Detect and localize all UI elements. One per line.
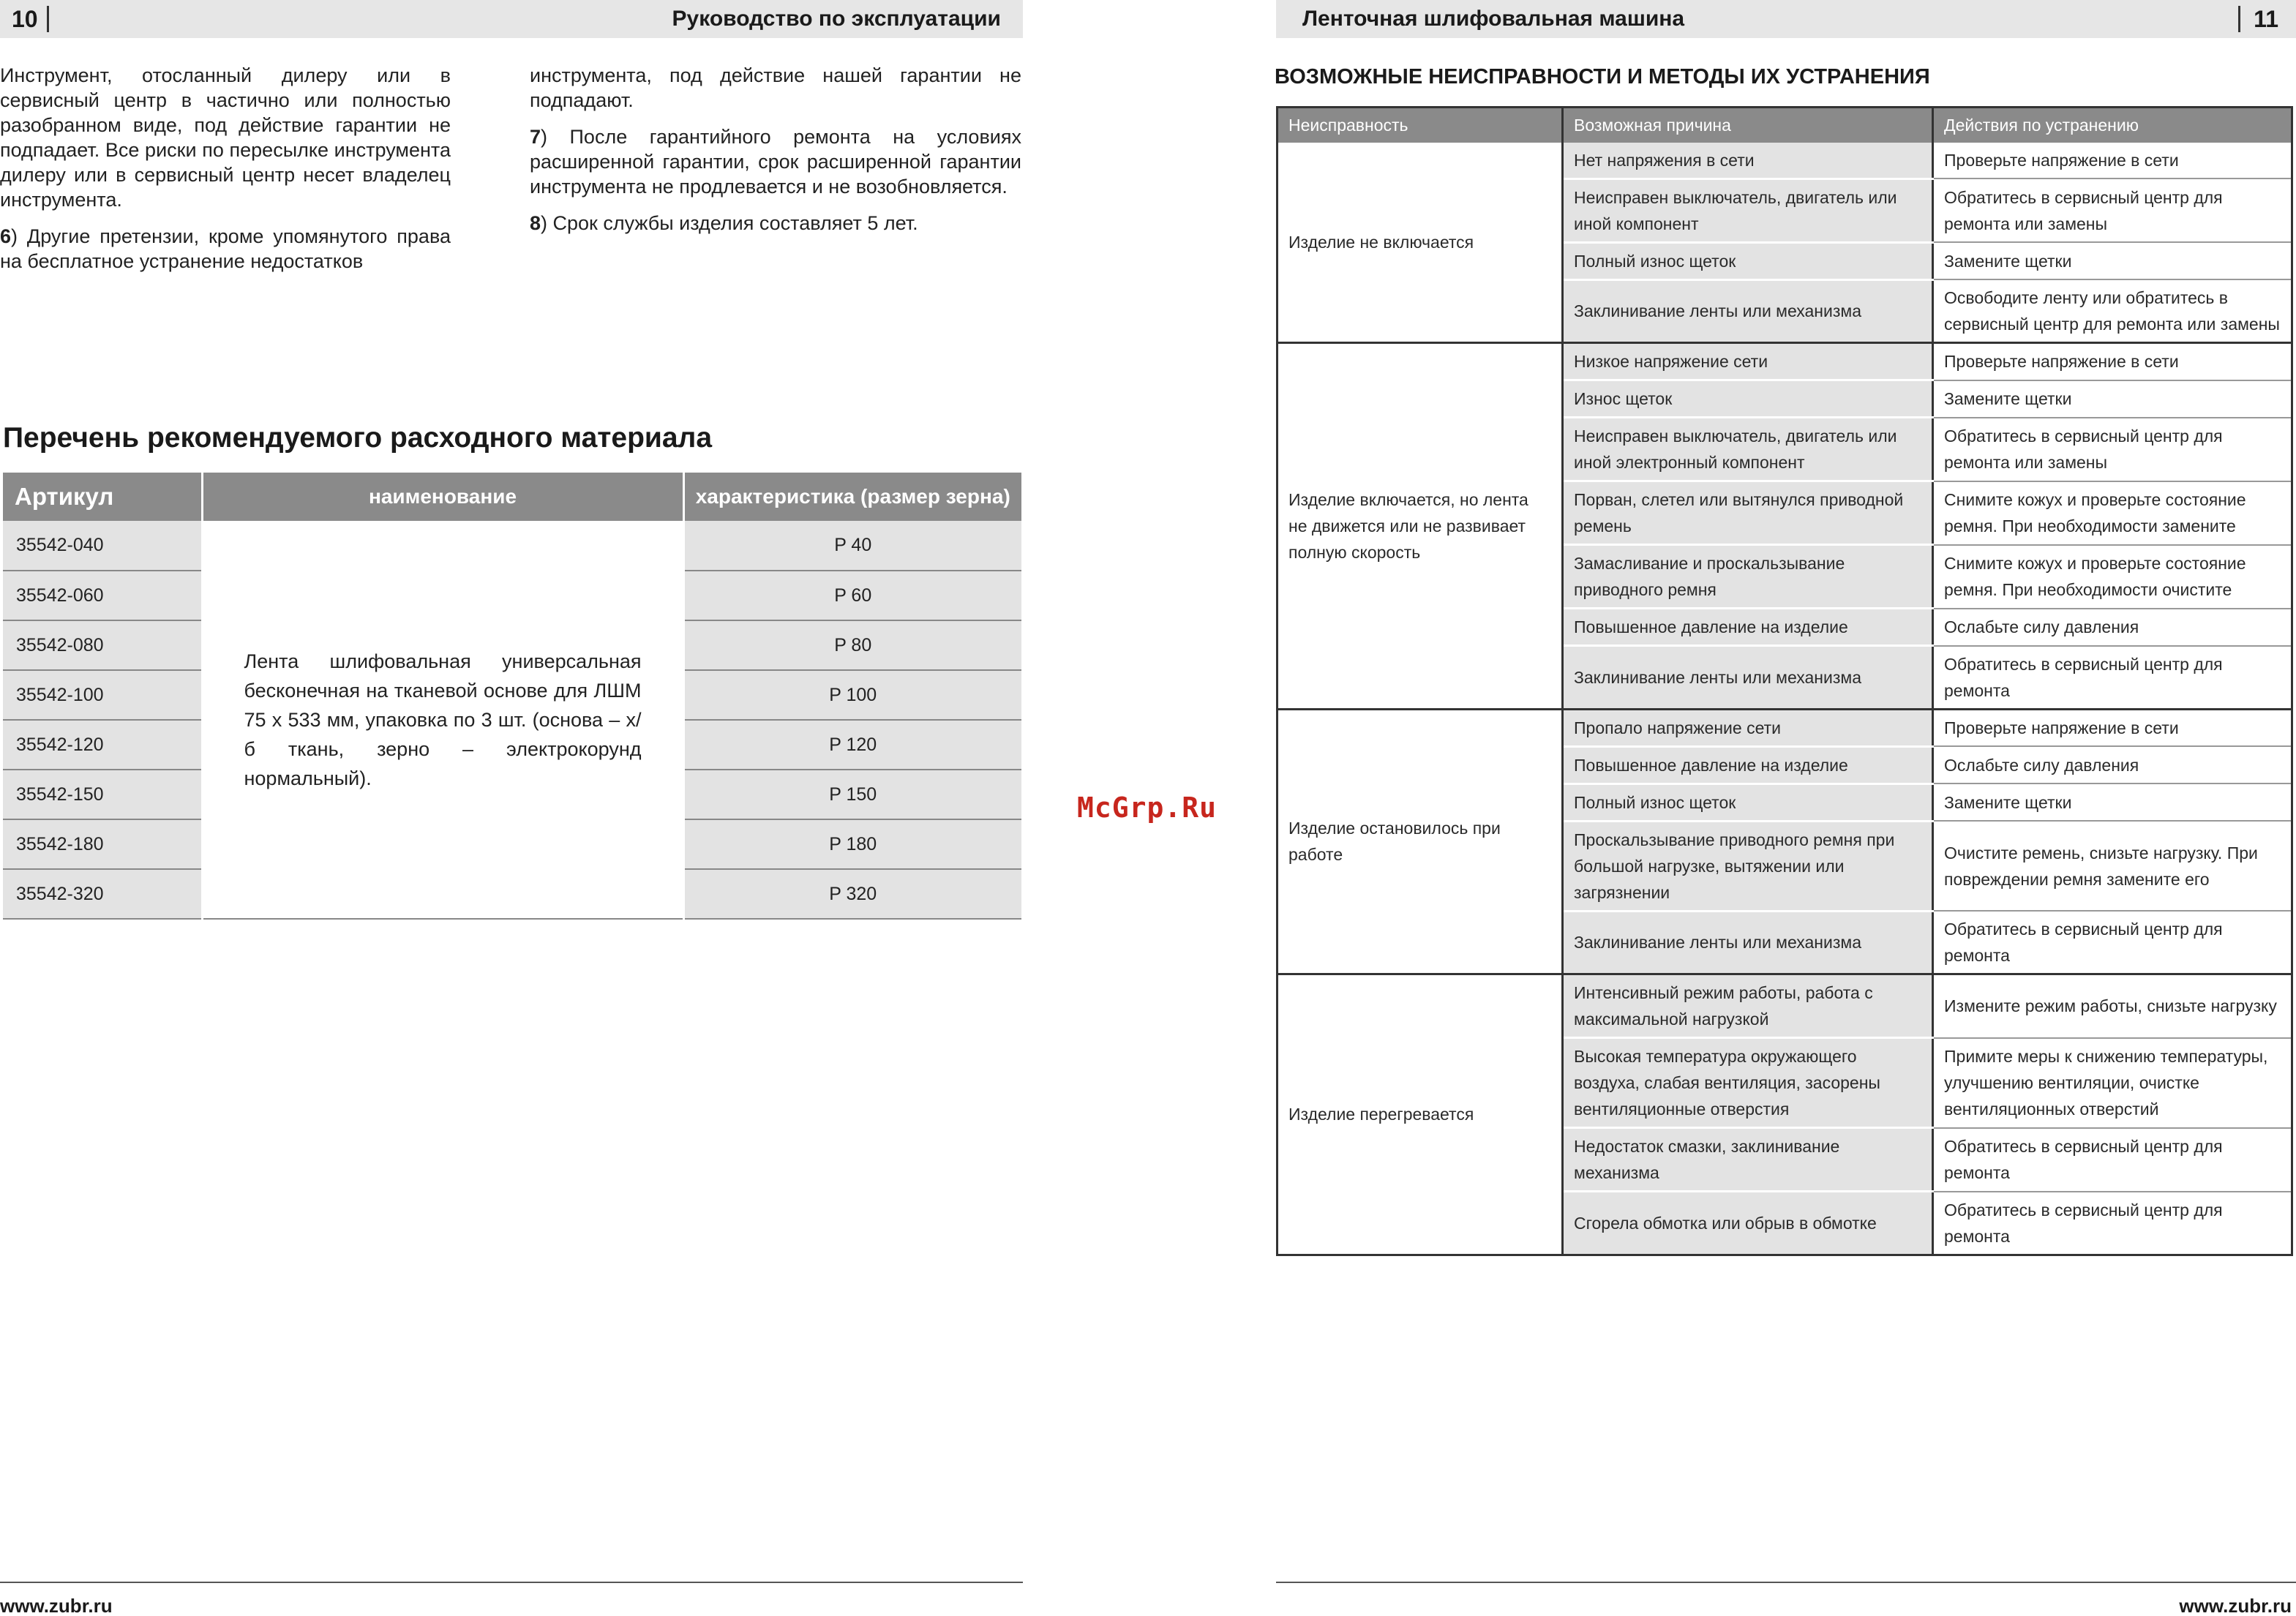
sku-cell: 35542-150 [3, 770, 202, 819]
right-footer-url[interactable]: www.zubr.ru [2179, 1595, 2292, 1616]
action-cell: Обратитесь в сервисный центр для ремонта или замены [1933, 418, 2292, 481]
left-footer-url[interactable]: www.zubr.ru [0, 1595, 113, 1616]
fault-cell: Изделие включается, но лента не движется или не развивает полную скорость [1278, 343, 1563, 710]
cause-cell: Высокая температура окружающего воздуха, слабая вентиляция, засорены вентиляционные отверстия [1563, 1038, 1933, 1128]
action-cell: Ослабьте силу давления [1933, 609, 2292, 646]
cause-cell: Низкое напряжение сети [1563, 343, 1933, 380]
left-page-number: 10 [12, 6, 49, 32]
paragraph: Инструмент, отосланный дилеру или в сервисный центр в частично или полностью разобранном виде, под действие гарантии не подпадает. Все риски по пересылке инструмента дилеру или в сервисный центр несет владелец инструмента. [0, 64, 451, 211]
right-footer-rule [1276, 1582, 2296, 1583]
grit-cell: P 180 [683, 819, 1021, 869]
grit-cell: P 150 [683, 770, 1021, 819]
action-cell: Замените щетки [1933, 783, 2292, 821]
cause-cell: Неисправен выключатель, двигатель или иной электронный компонент [1563, 418, 1933, 481]
left-page-header [0, 0, 1023, 38]
right-header-title: Ленточная шлифовальная машина [1302, 7, 1685, 31]
left-text-column-2 [530, 63, 1021, 247]
sku-cell: 35542-080 [3, 620, 202, 670]
troubleshooting-table [1276, 106, 2293, 1256]
table-row [1278, 143, 2292, 179]
right-page-number: 11 [2238, 6, 2278, 32]
grit-cell: P 40 [683, 521, 1021, 571]
cause-cell: Сгорела обмотка или обрыв в обмотке [1563, 1192, 1933, 1255]
action-cell: Примите меры к снижению температуры, улучшению вентиляции, очистке вентиляционных отверстий [1933, 1038, 2292, 1128]
cause-cell: Полный износ щеток [1563, 783, 1933, 821]
watermark-text: McGrp.Ru [1077, 792, 1218, 824]
sku-cell: 35542-320 [3, 869, 202, 919]
paragraph: 6) Другие претензии, кроме упомянутого права на бесплатное устранение недостатков [0, 225, 451, 272]
grit-cell: P 100 [683, 670, 1021, 720]
sku-cell: 35542-100 [3, 670, 202, 720]
action-cell: Снимите кожух и проверьте состояние ремня. При необходимости очистите [1933, 545, 2292, 609]
action-cell: Обратитесь в сервисный центр для ремонта [1933, 1128, 2292, 1192]
table-row [1278, 343, 2292, 380]
sku-cell: 35542-180 [3, 819, 202, 869]
sku-cell: 35542-060 [3, 571, 202, 620]
left-footer-rule [0, 1582, 1023, 1583]
column-header-grit: характеристика (размер зерна) [683, 473, 1021, 521]
action-cell: Замените щетки [1933, 242, 2292, 279]
troubleshooting-title: ВОЗМОЖНЫЕ НЕИСПРАВНОСТИ И МЕТОДЫ ИХ УСТРАНЕНИЯ [1275, 65, 1930, 89]
cause-cell: Порван, слетел или вытянулся приводной ремень [1563, 481, 1933, 545]
action-cell: Замените щетки [1933, 380, 2292, 418]
action-cell: Обратитесь в сервисный центр для ремонта или замены [1933, 178, 2292, 242]
grit-cell: P 320 [683, 869, 1021, 919]
action-cell: Проверьте напряжение в сети [1933, 343, 2292, 380]
paragraph: инструмента, под действие нашей гарантии не подпадают. [530, 64, 1021, 111]
left-header-title: Руководство по эксплуатации [672, 7, 1001, 31]
table-row [1278, 974, 2292, 1038]
cause-cell: Замасливание и проскальзывание приводного ремня [1563, 545, 1933, 609]
fault-cell: Изделие остановилось при работе [1278, 709, 1563, 974]
table-row [3, 521, 1021, 571]
cause-cell: Неисправен выключатель, двигатель или иной компонент [1563, 178, 1933, 242]
cause-cell: Повышенное давление на изделие [1563, 746, 1933, 783]
consumables-title: Перечень рекомендуемого расходного материала [3, 422, 713, 454]
action-cell: Проверьте напряжение в сети [1933, 709, 2292, 746]
column-header-cause: Возможная причина [1563, 108, 1933, 143]
cause-cell: Интенсивный режим работы, работа с максимальной нагрузкой [1563, 974, 1933, 1038]
consumables-table [3, 473, 1021, 920]
cause-cell: Недостаток смазки, заклинивание механизма [1563, 1128, 1933, 1192]
paragraph: 8) Срок службы изделия составляет 5 лет. [530, 212, 918, 234]
grit-cell: P 60 [683, 571, 1021, 620]
action-cell: Измените режим работы, снизьте нагрузку [1933, 974, 2292, 1038]
action-cell: Проверьте напряжение в сети [1933, 143, 2292, 179]
cause-cell: Заклинивание ленты или механизма [1563, 911, 1933, 974]
grit-cell: P 120 [683, 720, 1021, 770]
action-cell: Обратитесь в сервисный центр для ремонта [1933, 1192, 2292, 1255]
cause-cell: Заклинивание ленты или механизма [1563, 279, 1933, 343]
column-header-fault: Неисправность [1278, 108, 1563, 143]
cause-cell: Нет напряжения в сети [1563, 143, 1933, 179]
fault-cell: Изделие перегревается [1278, 974, 1563, 1255]
column-header-sku: Артикул [3, 473, 202, 521]
column-header-name: наименование [202, 473, 683, 521]
sku-cell: 35542-040 [3, 521, 202, 571]
cause-cell: Износ щеток [1563, 380, 1933, 418]
cause-cell: Проскальзывание приводного ремня при большой нагрузке, вытяжении или загрязнении [1563, 821, 1933, 911]
action-cell: Обратитесь в сервисный центр для ремонта [1933, 911, 2292, 974]
paragraph: 7) После гарантийного ремонта на условиях расширенной гарантии, срок расширенной гарантии инструмента не продлевается и не возобновляется. [530, 126, 1021, 198]
cause-cell: Повышенное давление на изделие [1563, 609, 1933, 646]
cause-cell: Пропало напряжение сети [1563, 709, 1933, 746]
product-name-cell: Лента шлифовальная универсальная бесконечная на тканевой основе для ЛШМ 75 х 533 мм, упаковка по 3 шт. (основа – х/б ткань, зерно – электрокорунд нормальный). [202, 521, 683, 919]
cause-cell: Заклинивание ленты или механизма [1563, 646, 1933, 710]
table-row [1278, 709, 2292, 746]
right-page-header [1276, 0, 2296, 38]
column-header-action: Действия по устранению [1933, 108, 2292, 143]
left-text-column-1 [0, 63, 451, 285]
grit-cell: P 80 [683, 620, 1021, 670]
fault-cell: Изделие не включается [1278, 143, 1563, 343]
action-cell: Освободите ленту или обратитесь в сервисный центр для ремонта или замены [1933, 279, 2292, 343]
cause-cell: Полный износ щеток [1563, 242, 1933, 279]
action-cell: Ослабьте силу давления [1933, 746, 2292, 783]
sku-cell: 35542-120 [3, 720, 202, 770]
action-cell: Снимите кожух и проверьте состояние ремня. При необходимости замените [1933, 481, 2292, 545]
action-cell: Обратитесь в сервисный центр для ремонта [1933, 646, 2292, 710]
action-cell: Очистите ремень, снизьте нагрузку. При повреждении ремня замените его [1933, 821, 2292, 911]
